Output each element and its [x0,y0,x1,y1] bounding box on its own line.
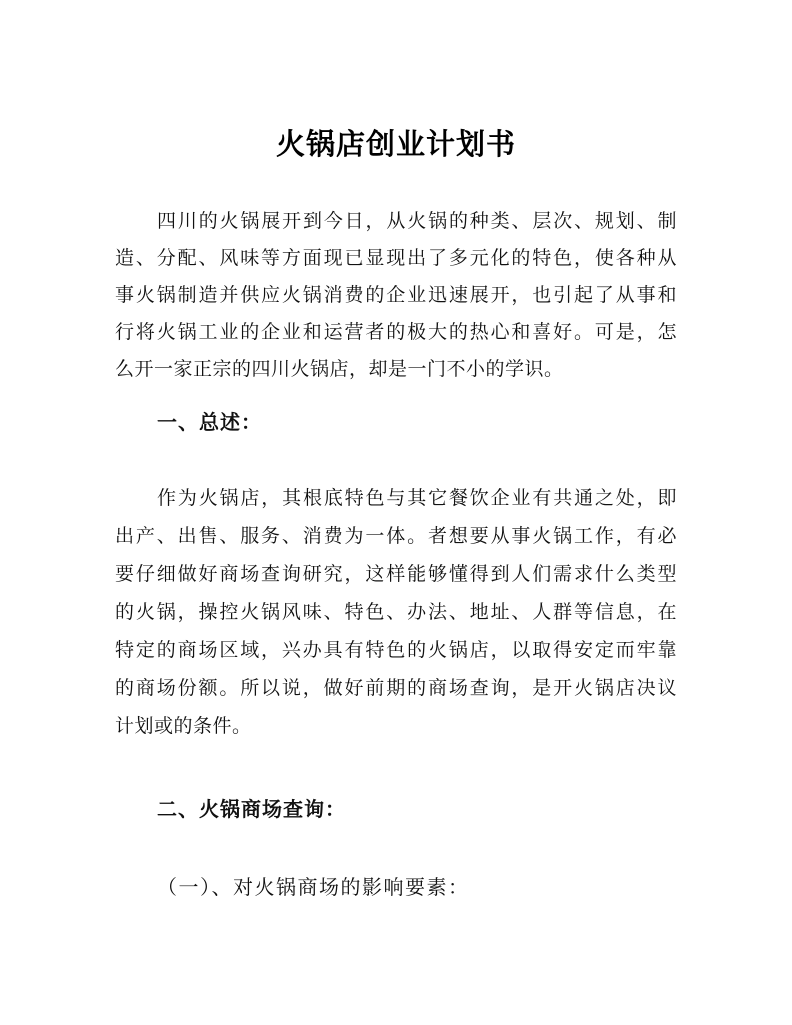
text-line: 事火锅制造并供应火锅消费的企业迅速展开，也引起了从事和 [115,285,677,306]
text-line: 四川的火锅展开到今日，从火锅的种类、层次、规划、制 [157,211,677,232]
paragraph-intro [115,203,677,388]
text-line: 行将火锅工业的企业和运营者的极大的热心和喜好。可是，怎 [115,322,677,343]
text-line: 出产、出售、服务、消费为一体。者想要从事火锅工作，有必 [115,526,677,547]
text-line: 特定的商场区域，兴办具有特色的火锅店，以取得安定而牢靠 [115,640,677,661]
text-line: 的商场份额。所以说，做好前期的商场查询，是开火锅店决议 [115,678,677,699]
section-heading-overview: 一、总述： [157,412,262,434]
section-heading-market-survey: 二、火锅商场查询： [157,799,346,821]
sub-heading-market-factors: （一）、对火锅商场的影响要素： [157,877,470,899]
text-line: 计划或的条件。 [115,716,252,737]
text-line: 要仔细做好商场查询研究，这样能够懂得到人们需求什么类型 [115,564,677,585]
paragraph-overview [115,480,677,746]
text-line: 么开一家正宗的四川火锅店，却是一门不小的学识。 [115,359,564,380]
text-line: 的火锅，操控火锅风味、特色、办法、地址、人群等信息，在 [115,602,677,623]
text-line: 造、分配、风味等方面现已显现出了多元化的特色，使各种从 [115,248,677,269]
text-line: 作为火锅店，其根底特色与其它餐饮企业有共通之处，即 [157,488,677,509]
document-title: 火锅店创业计划书 [275,129,516,162]
